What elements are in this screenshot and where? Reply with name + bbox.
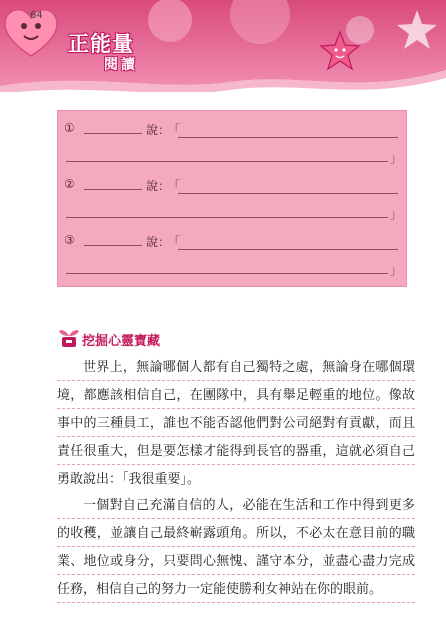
header-title: 正能量	[68, 32, 134, 56]
open-quote: 「	[168, 179, 181, 193]
close-quote: 」	[390, 263, 403, 277]
answer-line	[66, 161, 388, 162]
star-mascot-icon	[318, 30, 362, 72]
section-title: 挖掘心靈寶藏	[82, 334, 161, 349]
exercise-row	[58, 173, 406, 229]
exercise-row	[58, 117, 406, 173]
sprout-icon	[58, 328, 80, 348]
open-quote: 「	[168, 235, 181, 249]
speaker-blank	[84, 245, 142, 246]
open-quote: 「	[168, 123, 181, 137]
exercise-box	[57, 110, 407, 287]
row-number: ③	[64, 233, 75, 247]
answer-line	[66, 273, 388, 274]
said-label: 說：	[146, 235, 171, 249]
page-number: 64	[30, 10, 43, 21]
header-subtitle: 閱讀	[104, 57, 138, 73]
exercise-row	[58, 229, 406, 285]
row-number: ①	[64, 121, 75, 135]
speaker-blank	[84, 133, 142, 134]
speaker-blank	[84, 189, 142, 190]
header-banner	[0, 0, 446, 92]
answer-line	[66, 217, 388, 218]
answer-line	[178, 137, 398, 138]
said-label: 說：	[146, 179, 171, 193]
paragraph-text: 世界上，無論哪個人都有自己獨特之處，無論身在哪個環境，都應該相信自己，在團隊中，具有舉足輕重的地位。像故事中的三種員工，誰也不能否認他們對公司絕對有貢獻，而且責任很重大，但是要怎樣才能得到長官的器重，這就必須自己勇敢說出：「我很重要」。	[57, 360, 415, 487]
answer-line	[178, 193, 398, 194]
row-number: ②	[64, 177, 75, 191]
section-heading	[58, 328, 161, 352]
paragraph-text: 一個對自己充滿自信的人，必能在生活和工作中得到更多的收穫，並讓自己最終嶄露頭角。所以，不必太在意目前的職業、地位或身分，只要問心無愧、謹守本分，並盡心盡力完成任務，相信自己的努力一定能使勝利女神站在你的眼前。	[57, 498, 415, 597]
body-paragraph	[57, 354, 415, 494]
star-icon	[394, 8, 440, 52]
close-quote: 」	[390, 151, 403, 165]
said-label: 說：	[146, 123, 171, 137]
body-paragraph	[57, 492, 415, 604]
answer-line	[178, 249, 398, 250]
close-quote: 」	[390, 207, 403, 221]
header-background	[0, 0, 446, 92]
